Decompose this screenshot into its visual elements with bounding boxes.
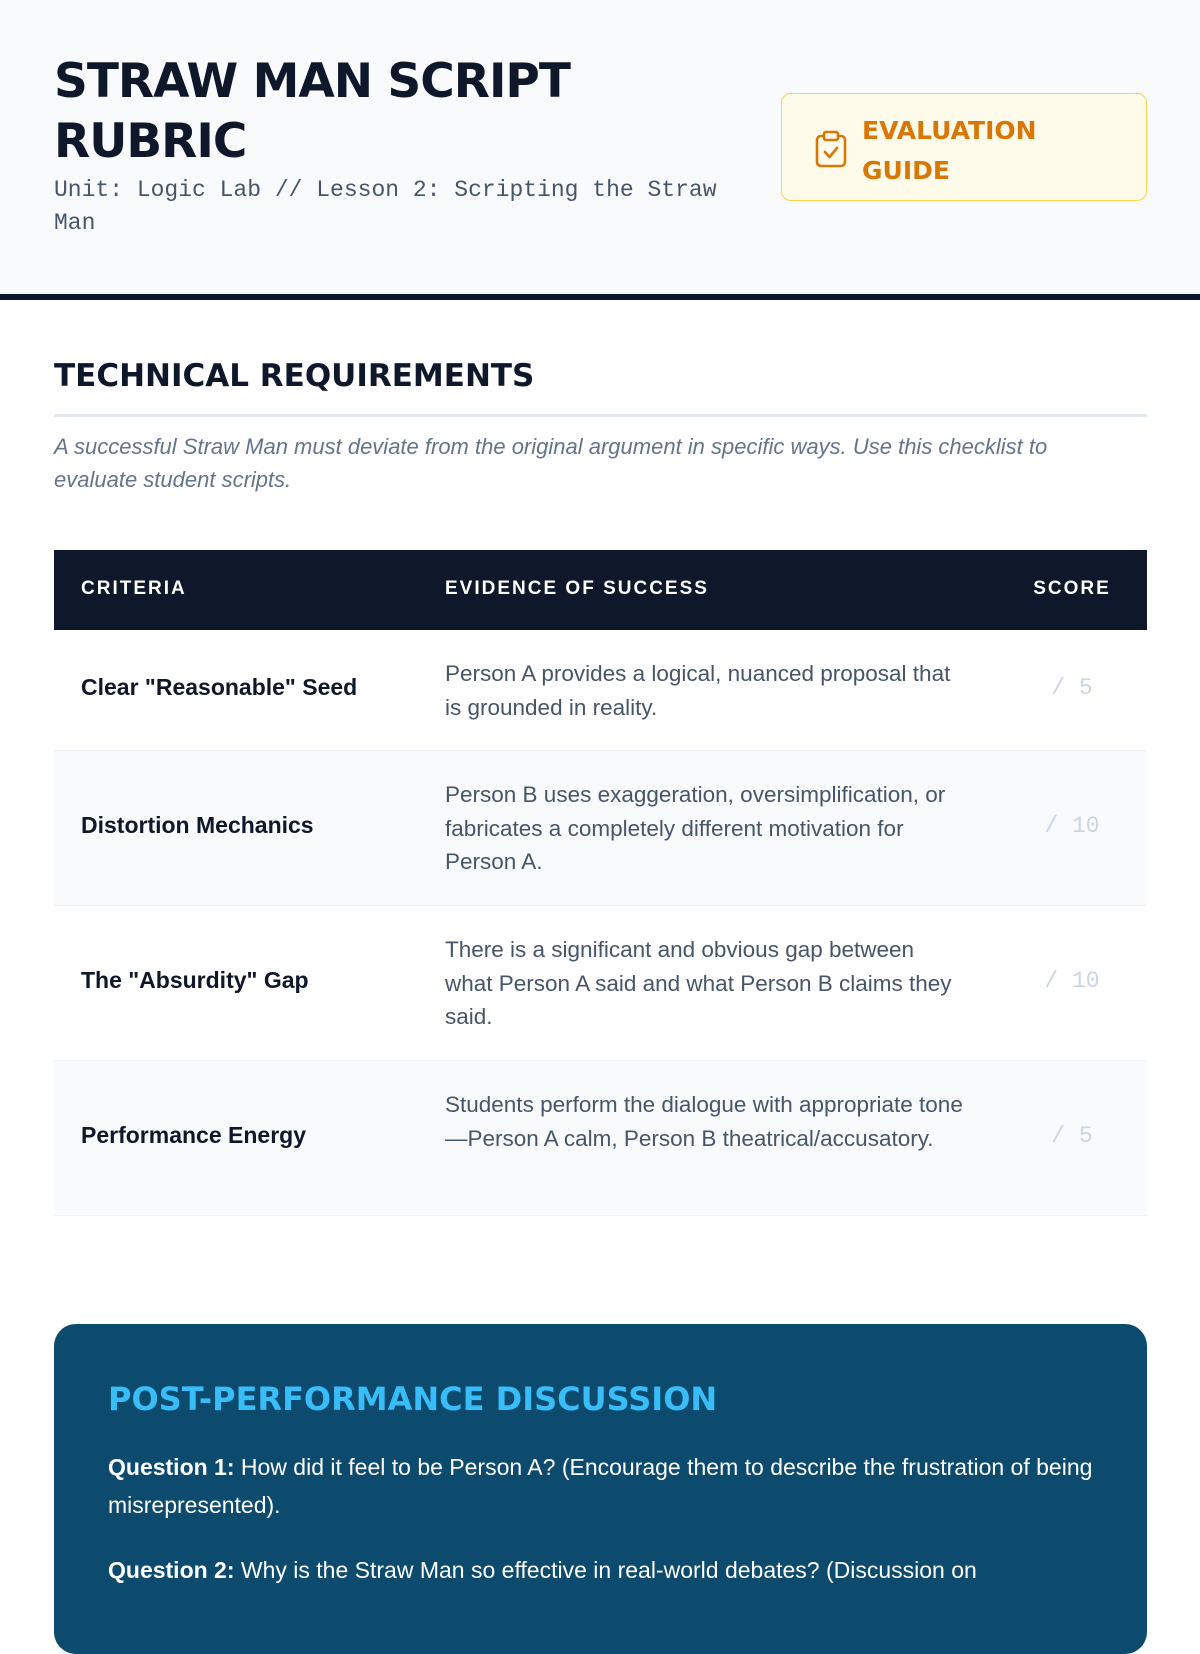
discussion-panel bbox=[54, 1324, 1147, 1654]
table-row bbox=[54, 751, 1147, 906]
criteria-cell: Performance Energy bbox=[81, 1122, 306, 1148]
question-text: How did it feel to be Person A? (Encourage them to describe the frustration of being misrepresented). bbox=[108, 1454, 1093, 1518]
question-label: Question 1: bbox=[108, 1454, 235, 1480]
table-row bbox=[54, 906, 1147, 1061]
discussion-heading: POST-PERFORMANCE DISCUSSION bbox=[108, 1380, 718, 1418]
question-text: Why is the Straw Man so effective in real-world debates? (Discussion on bbox=[240, 1557, 977, 1583]
criteria-cell: The "Absurdity" Gap bbox=[81, 967, 309, 993]
rubric-table bbox=[54, 550, 1147, 1216]
evaluation-guide-label: EVALUATION GUIDE bbox=[862, 116, 1037, 185]
rubric-header-row bbox=[54, 550, 1147, 630]
evidence-cell: Students perform the dialogue with appropriate tone—Person A calm, Person B theatrical/accusatory. bbox=[445, 1092, 963, 1151]
evidence-cell: Person B uses exaggeration, oversimplification, or fabricates a completely different motivation for Person A. bbox=[445, 782, 946, 874]
criteria-cell: Distortion Mechanics bbox=[81, 812, 314, 838]
evaluation-guide-badge bbox=[781, 93, 1147, 201]
table-row bbox=[54, 1061, 1147, 1216]
column-header-score: SCORE bbox=[1033, 578, 1111, 599]
page-header bbox=[0, 0, 1200, 300]
evidence-cell: There is a significant and obvious gap between what Person A said and what Person B claims they said. bbox=[445, 937, 952, 1029]
section-divider bbox=[54, 414, 1147, 417]
question-label: Question 2: bbox=[108, 1557, 235, 1583]
requirements-intro: A successful Straw Man must deviate from the original argument in specific ways. Use this checklist to evaluate student scripts. bbox=[54, 434, 1048, 492]
page-title: STRAW MAN SCRIPT RUBRIC bbox=[54, 54, 570, 169]
score-cell: / 5 bbox=[1051, 675, 1093, 701]
discussion-question bbox=[108, 1551, 1098, 1589]
score-cell: / 5 bbox=[1051, 1123, 1093, 1149]
page-subtitle: Unit: Logic Lab // Lesson 2: Scripting the Straw Man bbox=[54, 177, 717, 236]
discussion-question bbox=[108, 1448, 1098, 1524]
table-row bbox=[54, 630, 1147, 751]
technical-requirements-heading: TECHNICAL REQUIREMENTS bbox=[54, 358, 535, 394]
score-cell: / 10 bbox=[1044, 813, 1100, 839]
evidence-cell: Person A provides a logical, nuanced proposal that is grounded in reality. bbox=[445, 661, 951, 720]
column-header-criteria: CRITERIA bbox=[81, 578, 187, 599]
criteria-cell: Clear "Reasonable" Seed bbox=[81, 674, 358, 700]
column-header-evidence: EVIDENCE OF SUCCESS bbox=[445, 578, 709, 599]
clipboard-check-icon bbox=[814, 130, 848, 168]
score-cell: / 10 bbox=[1044, 968, 1100, 994]
